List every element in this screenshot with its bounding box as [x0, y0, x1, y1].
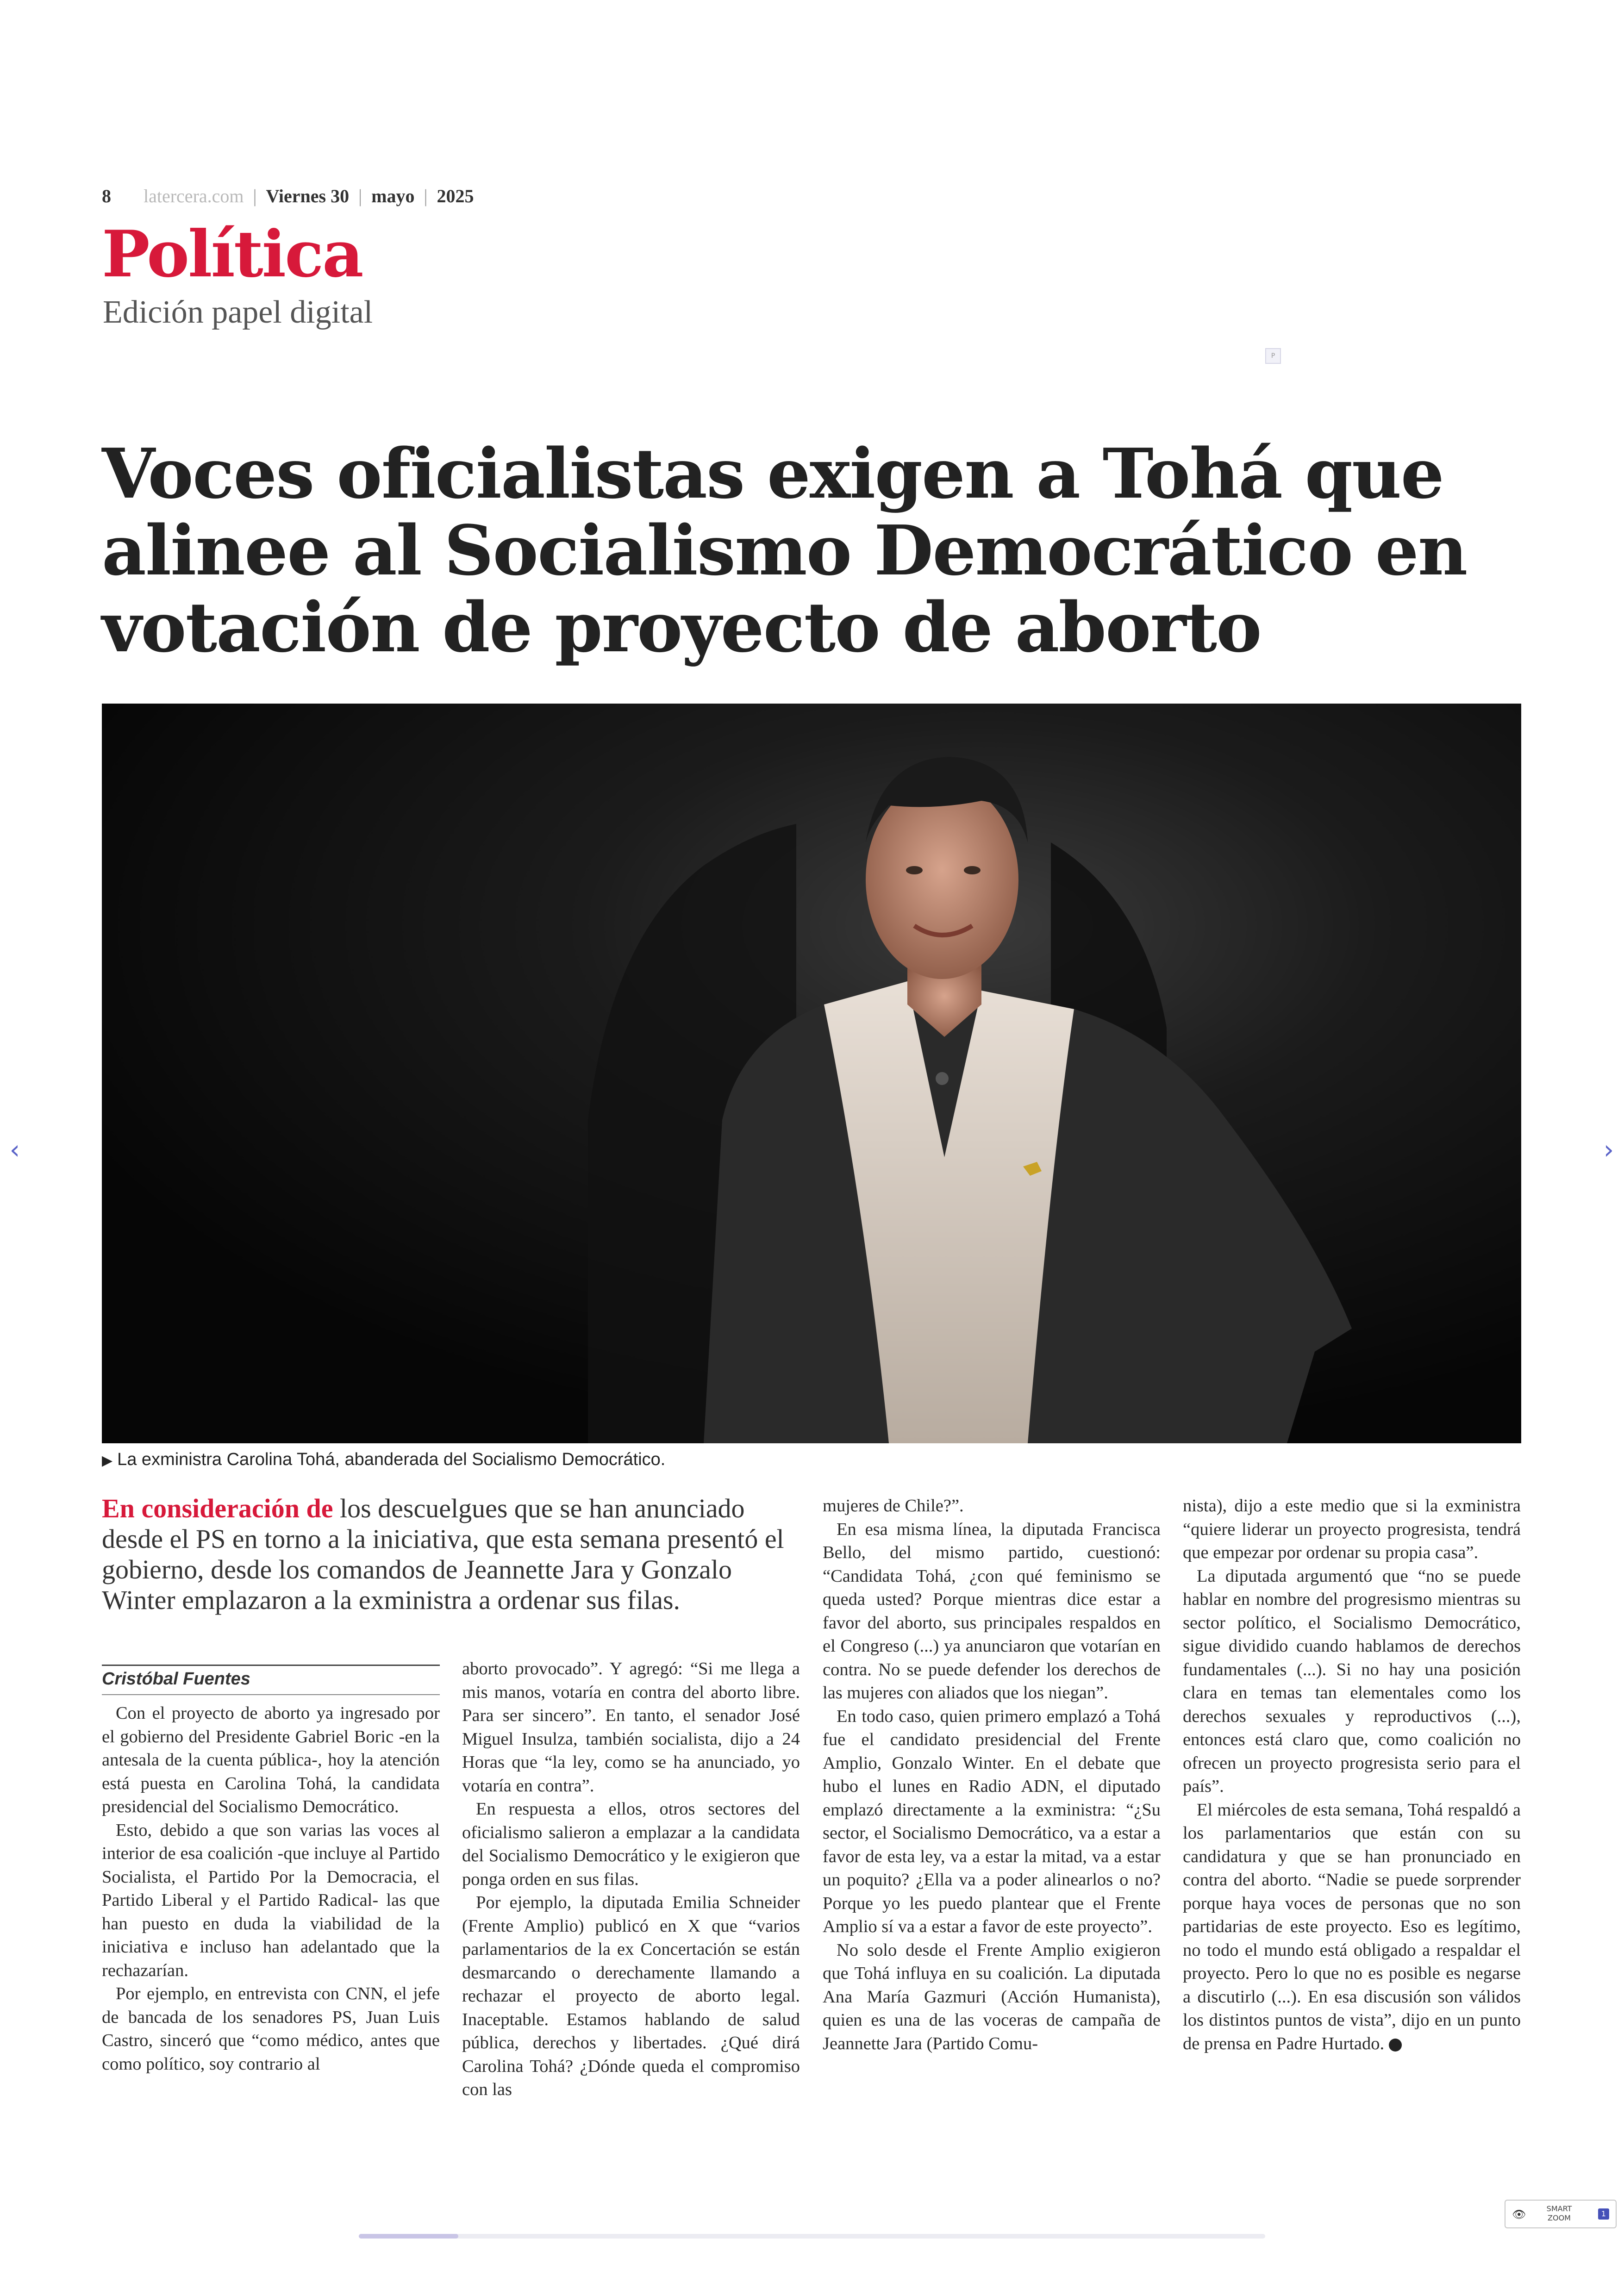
body-paragraph: aborto provocado”. Y agregó: “Si me llega a mis manos, votaría en contra del aborto libre. Para ser sincero”. En tanto, el senador José Miguel Insulza, también socialista, dijo a 24 Horas que “la ley, como se ha anunciado, yo votaría en contra”. [462, 1659, 800, 1796]
body-paragraph: Esto, debido a que son varias las voces al interior de esa coalición -que incluye al Partido Socialista, el Partido Por la Democracia, el Partido Liberal y el Partido Radical- las que han puesto en duda la viabilidad de la iniciativa e incluso han adelantado que la rechazarían. [102, 1820, 440, 1980]
page-marker-icon: P [1265, 348, 1281, 364]
lead-text: los descuelgues que se han anunciado desde el PS en torno a la iniciativa, que esta semana presentó el gobierno, desde los comandos de Jeannette Jara y Gonzalo Winter emplazaron a la exministra a ordenar sus filas. [102, 1493, 784, 1615]
byline: Cristóbal Fuentes [102, 1669, 250, 1689]
eye-icon: 👁 [1512, 2208, 1526, 2221]
page-scrollbar-thumb[interactable] [359, 2234, 458, 2239]
header-month: mayo [371, 186, 415, 206]
body-paragraph: nista), dijo a este medio que si la exministra “quiere liderar un proyecto progresista, tendrá que empezar por ordenar su propia casa”. [1183, 1496, 1521, 1562]
caption-arrow-icon: ▶ [102, 1453, 113, 1468]
body-column-3 [823, 1494, 1161, 2055]
body-paragraph: En respuesta a ellos, otros sectores del oficialismo salieron a emplazar a la candidata del Socialismo Democrático y le exigieron que ponga orden en sus filas. [462, 1799, 800, 1889]
body-paragraph: La diputada argumentó que “no se puede hablar en nombre del progresismo mientras su sector político, el Socialismo Democrático, sigue dividido cuando hablamos de derechos fundamentales (...). Si no hay una posición clara en temas tan elementales como los derechos sexuales y reproductivos (...), entonces está claro que, como coalición no ofrecen un proyecto progresista serio para el país”. [1183, 1566, 1521, 1796]
article-photo [102, 704, 1521, 1443]
smart-zoom-badge: 1 [1598, 2208, 1609, 2220]
body-text: El miércoles de esta semana, Tohá respaldó a los parlamentarios que están con su candidatura y que se han pronunciado en contra del aborto. “Nadie se puede sorprender porque haya voces de personas que no son partidarias de este proyecto. Eso es legítimo, no todo el mundo está obligado a respaldar el proyecto. Pero lo que no es posible es negarse a discutirlo (...). En esa discusión son válidos los distintos puntos de vista”, dijo en un punto de prensa en Padre Hurtado. [1183, 1800, 1521, 2053]
site-name: latercera.com [144, 186, 244, 206]
body-paragraph: En esa misma línea, la diputada Francisca Bello, del mismo partido, cuestionó: “Candidata Tohá, ¿con qué feminismo se queda usted? Porque mientras dice estar a favor del aborto, sus principales respaldos en el Congreso (...) ya anunciaron que votarían en contra. No se puede defender los derechos de las mujeres con aliados que los niegan”. [823, 1519, 1161, 1703]
byline-rule-top [102, 1665, 440, 1666]
chevron-right-icon: › [1603, 1135, 1614, 1165]
smart-zoom-button[interactable] [1505, 2200, 1617, 2228]
header-separator: | [358, 186, 362, 206]
body-paragraph: En todo caso, quien primero emplazó a Tohá fue el candidato presidencial del Frente Amplio, Gonzalo Winter. En el debate que hubo el lunes en Radio ADN, el diputado emplazó directamente a la exministra: “¿Su sector, el Socialismo Democrático, va a estar a favor de esta ley, va a estar la mitad, va a estar un poquito? ¿Ella va a poder alinearlos o no? Porque yo les puedo plantear que el Frente Amplio sí va a estar a favor de este proyecto”. [823, 1706, 1161, 1936]
body-paragraph: Con el proyecto de aborto ya ingresado por el gobierno del Presidente Gabriel Boric -en la antesala de la cuenta pública-, hoy la atención está puesta en Carolina Tohá, la candidata presidencial del Socialismo Democrático. [102, 1703, 440, 1816]
lead-highlight: En consideración de [102, 1493, 333, 1523]
portrait-illustration [102, 704, 1521, 1443]
caption-text: La exministra Carolina Tohá, abanderada del Socialismo Democrático. [117, 1450, 666, 1469]
body-paragraph: No solo desde el Frente Amplio exigieron que Tohá influya en su coalición. La diputada Ana María Gazmuri (Acción Humanista), quien es una de las voceras de campaña de Jeannette Jara (Partido Comu- [823, 1940, 1161, 2053]
photo-caption [102, 1450, 665, 1470]
body-paragraph-last [1183, 1798, 1521, 2056]
section-subtitle: Edición papel digital [103, 294, 373, 330]
header-separator: | [424, 186, 428, 206]
section-title: Política [102, 216, 362, 292]
body-paragraph: mujeres de Chile?”. [823, 1496, 964, 1515]
smart-zoom-label-line1: SMART [1546, 2204, 1572, 2213]
body-column-4 [1183, 1494, 1521, 2055]
body-column-1 [102, 1702, 440, 2076]
body-paragraph: Por ejemplo, en entrevista con CNN, el jefe de bancada de los senadores PS, Juan Luis Castro, sinceró que “como médico, antes que como político, soy contrario al [102, 1984, 440, 2074]
previous-page-button[interactable] [6, 1136, 24, 1164]
article-lead [102, 1493, 792, 1615]
page-header [102, 185, 474, 207]
smart-zoom-label [1541, 2204, 1578, 2223]
end-of-article-icon [1389, 2039, 1402, 2052]
body-paragraph: Por ejemplo, la diputada Emilia Schneider (Frente Amplio) publicó en X que “varios parlamentarios de la ex Concertación se están desmarcando o derechamente llamando a rechazar el proyecto de aborto legal. Inaceptable. Estamos hablando de salud pública, derechos y libertades. ¿Qué dirá Carolina Tohá? ¿Dónde queda el compromiso con las [462, 1893, 800, 2099]
body-column-2 [462, 1657, 800, 2102]
page-number: 8 [102, 186, 111, 206]
header-year: 2025 [437, 186, 474, 206]
header-day: Viernes 30 [266, 186, 350, 206]
smart-zoom-label-line2: ZOOM [1548, 2214, 1571, 2222]
article-headline: Voces oficialistas exigen a Tohá que alinee al Socialismo Democrático en votación de proyecto de aborto [102, 433, 1467, 667]
chevron-left-icon: ‹ [9, 1135, 20, 1165]
page-scrollbar-track[interactable] [359, 2234, 1265, 2239]
next-page-button[interactable] [1599, 1136, 1618, 1164]
byline-rule-bottom [102, 1694, 440, 1695]
header-separator: | [253, 186, 257, 206]
